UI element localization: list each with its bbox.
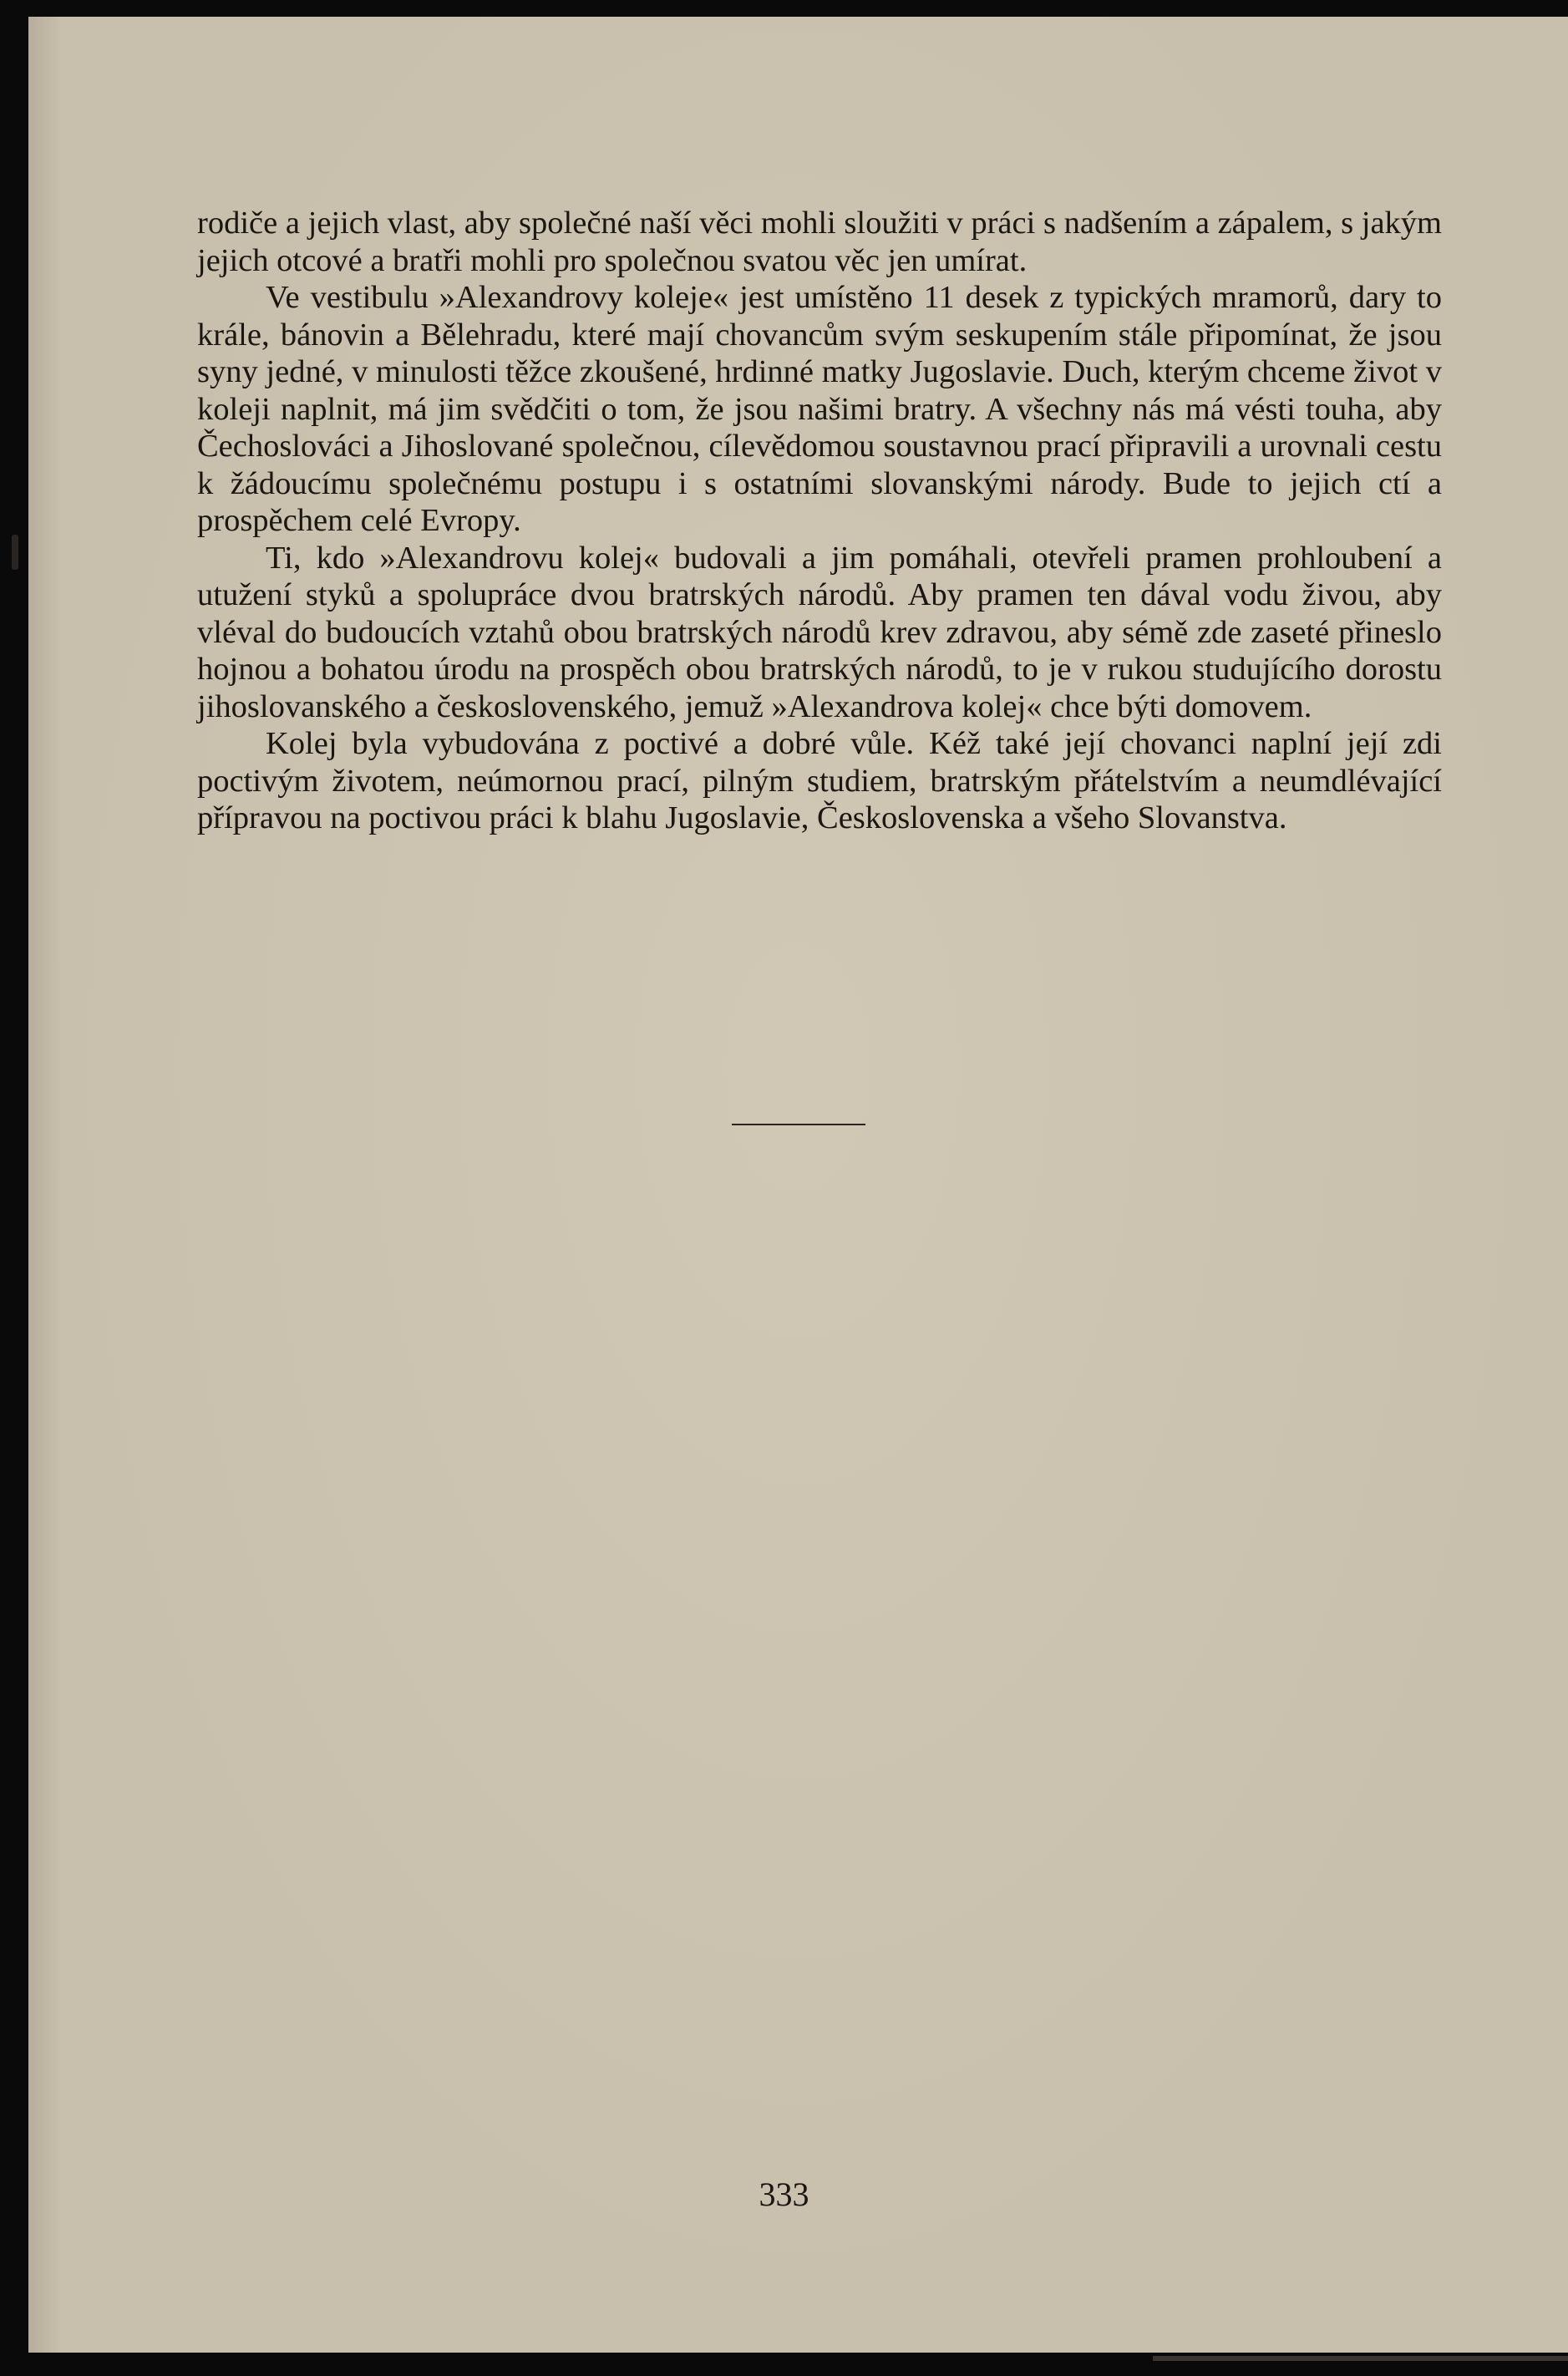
body-text bbox=[197, 205, 1442, 837]
paragraph-vestibule: Ve vestibulu »Alexandrovy koleje« jest umístěno 11 desek z typických mramorů, dary to krále, bánovin a Bělehradu, které mají chovancům svým seskupením stále připomínat, že jsou syny jedné, v minulosti těžce zkoušené, hrdinné matky Jugoslavie. Duch, kterým chceme život v koleji naplnit, má jim svědčiti o tom, že jsou našimi bratry. A všechny nás má vésti touha, aby Čechoslováci a Jihoslované společnou, cílevědomou soustavnou prací připravili a urovnali cestu k žádoucímu společnému postupu i s ostatními slovanskými národy. Bude to jejich ctí a prospěchem celé Evropy. bbox=[197, 280, 1442, 538]
paragraph-continuation: rodiče a jejich vlast, aby společné naší věci mohli sloužiti v práci s nadšením a zápalem, s jakým jejich otcové a bratři mohli pro společnou svatou věc jen umírat. bbox=[197, 206, 1442, 278]
paragraph-builders: Ti, kdo »Alexandrovu kolej« budovali a jim pomáhali, otevřeli pramen prohloubení a utužení styků a spolupráce dvou bratrských národů. Aby pramen ten dával vodu živou, aby vléval do budoucích vztahů obou bratrských národů krev zdravou, aby sémě zde zaseté přineslo hojnou a bohatou úrodu na prospěch obou bratrských národů, to je v rukou studujícího dorostu jihoslovanského a československého, jemuž »Alexandrova kolej« chce býti domovem. bbox=[197, 540, 1442, 724]
paragraph-closing: Kolej byla vybudována z poctivé a dobré vůle. Kéž také její chovanci naplní její zdi poctivým životem, neúmornou prací, pilným studiem, bratrským přátelstvím a neumdlévající přípravou na poctivou práci k blahu Jugoslavie, Československa a všeho Slovanstva. bbox=[197, 726, 1442, 835]
section-divider bbox=[732, 1124, 865, 1125]
binding-mark bbox=[12, 535, 18, 570]
page-number: 333 bbox=[759, 2175, 809, 2213]
scan-edge bbox=[1153, 2356, 1568, 2361]
